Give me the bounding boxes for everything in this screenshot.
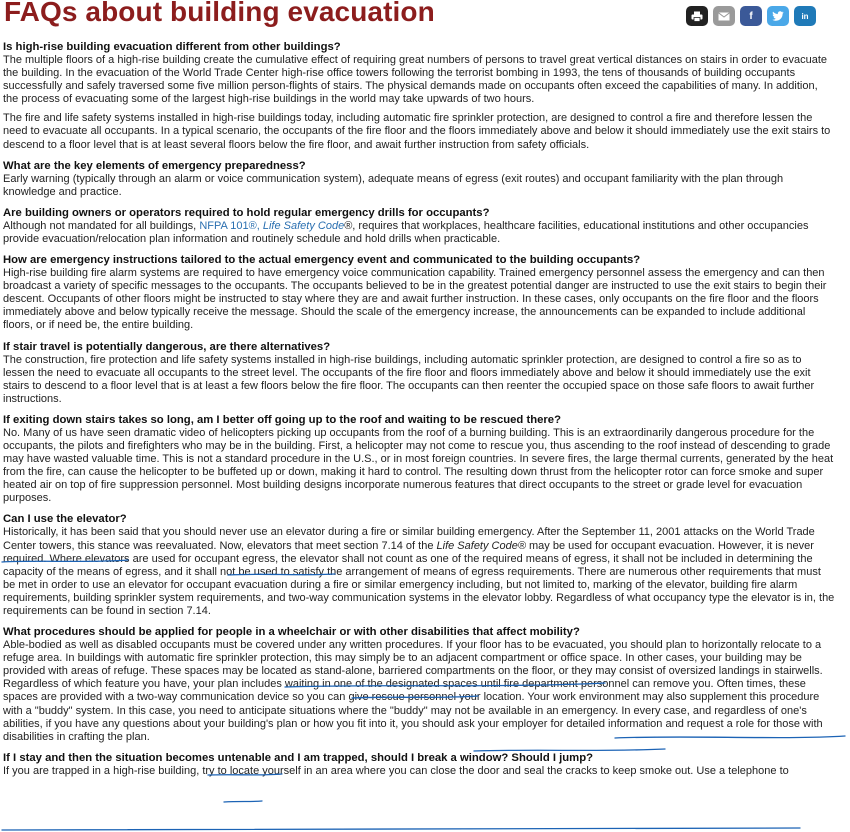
answer-text: ®, requires that workplaces, healthcare facilities, educational institutions and other occupancies provide evacuation/relocation plan information and routinely schedule and hold drills when practicable. [3,219,809,245]
faq-question: Is high-rise building evacuation different from other buildings? [3,41,341,53]
share-bar [686,6,816,26]
twitter-button[interactable] [767,6,789,26]
answer-text: Although not mandated for all buildings, [3,219,200,232]
faq-item [3,512,835,618]
faq-question: If exiting down stairs takes so long, am I better off going up to the roof and waiting to be rescued there? [3,413,561,426]
faq-item [3,159,835,199]
faq-answer: High-rise building fire alarm systems are required to have emergency voice communication capability. Trained emergency personnel assess the emergency and can then broadcast a variety of specific messages to the occupants. The occupants believed to be in the greatest potential danger are instructed to use the exit stairs to begin their descent. Occupants of other floors might be instructed to stay where they are and await further instruction. In these cases, only occupants on the fire floor and the floors immediately above and below typically receive the message. Should the scale of the emergency increase, the announcements can be expanded to include additional floors, or if need be, the entire building. [3,267,827,332]
faq-answer: The multiple floors of a high-rise building create the cumulative effect of requiring great numbers of persons to travel great vertical distances on stairs in order to evacuate the building. In the evacuation of the World Trade Center high-rise office towers following the terrorist bombing in 1993, the tens of thousands of building occupants successfully and safely traversed some five million person-flights of stairs. The physical demands made on occupants often exceed the capabilities of many. In addition, the process of evacuating some of the largest high-rise buildings in the world may take upwards of two hours. [3,54,828,106]
faq-item [3,413,835,506]
faq-answer [3,220,835,246]
faq-content [3,40,835,785]
faq-question: What are the key elements of emergency preparedness? [3,159,306,172]
faq-item [3,340,835,406]
faq-answer [3,526,835,618]
link-text: NFPA 101®, [199,219,263,232]
twitter-icon [772,11,784,21]
faq-question: If stair travel is potentially dangerous, are there alternatives? [3,340,331,353]
faq-question: If I stay and then the situation becomes untenable and I am trapped, should I break a window? Should I jump? [3,751,594,764]
faq-answer: No. Many of us have seen dramatic video of helicopters picking up occupants from the roof of a burning building. This is an extraordinarily dangerous procedure for the occupants, the pilots and firefighters who may be in the building. First, a helicopter may not come to rescue you, thus ascending to the roof instead of descending to grade may have wasted valuable time. This is not a standard procedure in the U.S., or in most foreign countries. In severe fires, the large thermal currents, generated by the heat from the fire, can cause the helicopter to be buffeted up or down, making it hard to control. The resulting down thrust from the helicopter rotor can force smoke and super heated air on top of fire suppression personnel. Most building designs incorporate numerous features that direct occupants to the street or grade level for evacuation purposes. [3,426,834,505]
faq-question: How are emergency instructions tailored to the actual emergency event and communicated to the building occupants? [3,254,641,267]
email-button[interactable] [713,6,735,26]
facebook-button[interactable] [740,6,762,26]
faq-item [3,253,835,332]
answer-text: may be used for occupant evacuation. However, it is never required. Where elevators are used for occupant egress, the elevator shall not count as one of the required means of egress, it shall not be included in determining the capacity of the means of egress, and it shall not be used to satisfy the arrangement of means of egress requirements. There are numerous other requirements that must be met in order to use an elevator for occupant evacuation during a fire or similar emergency including, but not limited to, marking of the elevator, building fire alarm requirements, building sprinkler system requirements, and two-way communication systems in the elevator lobby. Regardless of what occupancy type the elevator is in, the requirements can be found in section 7.14. [3,539,835,617]
page-header [0,0,850,36]
annotation-underline [224,801,262,802]
faq-answer: If you are trapped in a high-rise building, try to locate yourself in an area where you can close the door and seal the cracks to keep smoke out. Use a telephone to [3,764,789,777]
answer-text: Historically, it has been said that you should never use an elevator during a fire or similar building emergency. After the September 11, 2001 attacks on the World Trade Center towers, this stance was reevaluated. Now, elevators that meet section 7.14 of the [3,526,815,552]
answer-text-italic: Life Safety Code® [436,539,526,552]
faq-item [3,625,835,744]
faq-question: Are building owners or operators required to hold regular emergency drills for occupants? [3,206,490,219]
email-icon [718,12,730,21]
faq-item [3,206,835,246]
faq-answer: The construction, fire protection and life safety systems installed in high-rise buildings, including automatic sprinkler protection, are designed to control a fire so as to lessen the need to evacuate all occupants to the street level. The occupants of the fire floor and floors immediately above and below it should immediately use the exit stairs to descend to a floor level that is at least a few floors below the fire floor. The occupants can then reenter the occupied space on those safe floors to await further instructions. [3,353,815,405]
faq-answer: Able-bodied as well as disabled occupants must be covered under any written procedures. If your floor has to be evacuated, you should plan to horizontally relocate to a refuge area. In buildings with automatic fire sprinkler protection, this may simply be to an adjacent compartment or office space. In other cases, your building may be provided with areas of refuge. These spaces may be located as stand-alone, barriered compartments on the floor, or they may consist of oversized landings in stairwells. Regardless of which feature you have, your plan includes waiting in one of the designated spaces until fire department personnel can remove you. Often times, these spaces are provided with a two-way communication device so you can give rescue personnel your location. Your work environment may also supplement this procedure with a "buddy" system. In this case, you need to anticipate situations where the "buddy" may not be available in an emergency. In every case, and regardless of one's abilities, if you have any questions about your building's plan or how you fit into it, you should ask your employer for detailed information and request a role for those with disabilities in crafting the plan. [3,639,823,743]
linkedin-button[interactable] [794,6,816,26]
faq-question: What procedures should be applied for people in a wheelchair or with other disabilities that affect mobility? [3,626,580,639]
faq-answer: Early warning (typically through an alarm or voice communication system), adequate means of egress (exit routes) and occupant familiarity with the plan through knowledge and practice. [3,172,784,198]
link-text-italic: Life Safety Code [262,219,345,232]
annotation-underline [2,828,800,830]
print-icon [691,11,703,22]
faq-item [3,40,835,152]
print-button[interactable] [686,6,708,26]
faq-item [3,751,835,778]
faq-answer: The fire and life safety systems installed in high-rise buildings today, including automatic fire sprinkler protection, are designed to control a fire and therefore lessen the need to evacuate all occupants. In a typical scenario, the occupants of the fire floor and the floors immediately above and below it should immediately use the exit stairs to descend to a floor level that is at least several floors below the fire floor, and await further instruction from safety officials. [3,112,831,151]
linkedin-icon: in [801,11,809,21]
faq-question: Can I use the elevator? [3,513,127,526]
page-title: FAQs about building evacuation [4,0,435,27]
nfpa-101-link[interactable] [199,220,344,232]
facebook-icon: f [749,10,753,22]
